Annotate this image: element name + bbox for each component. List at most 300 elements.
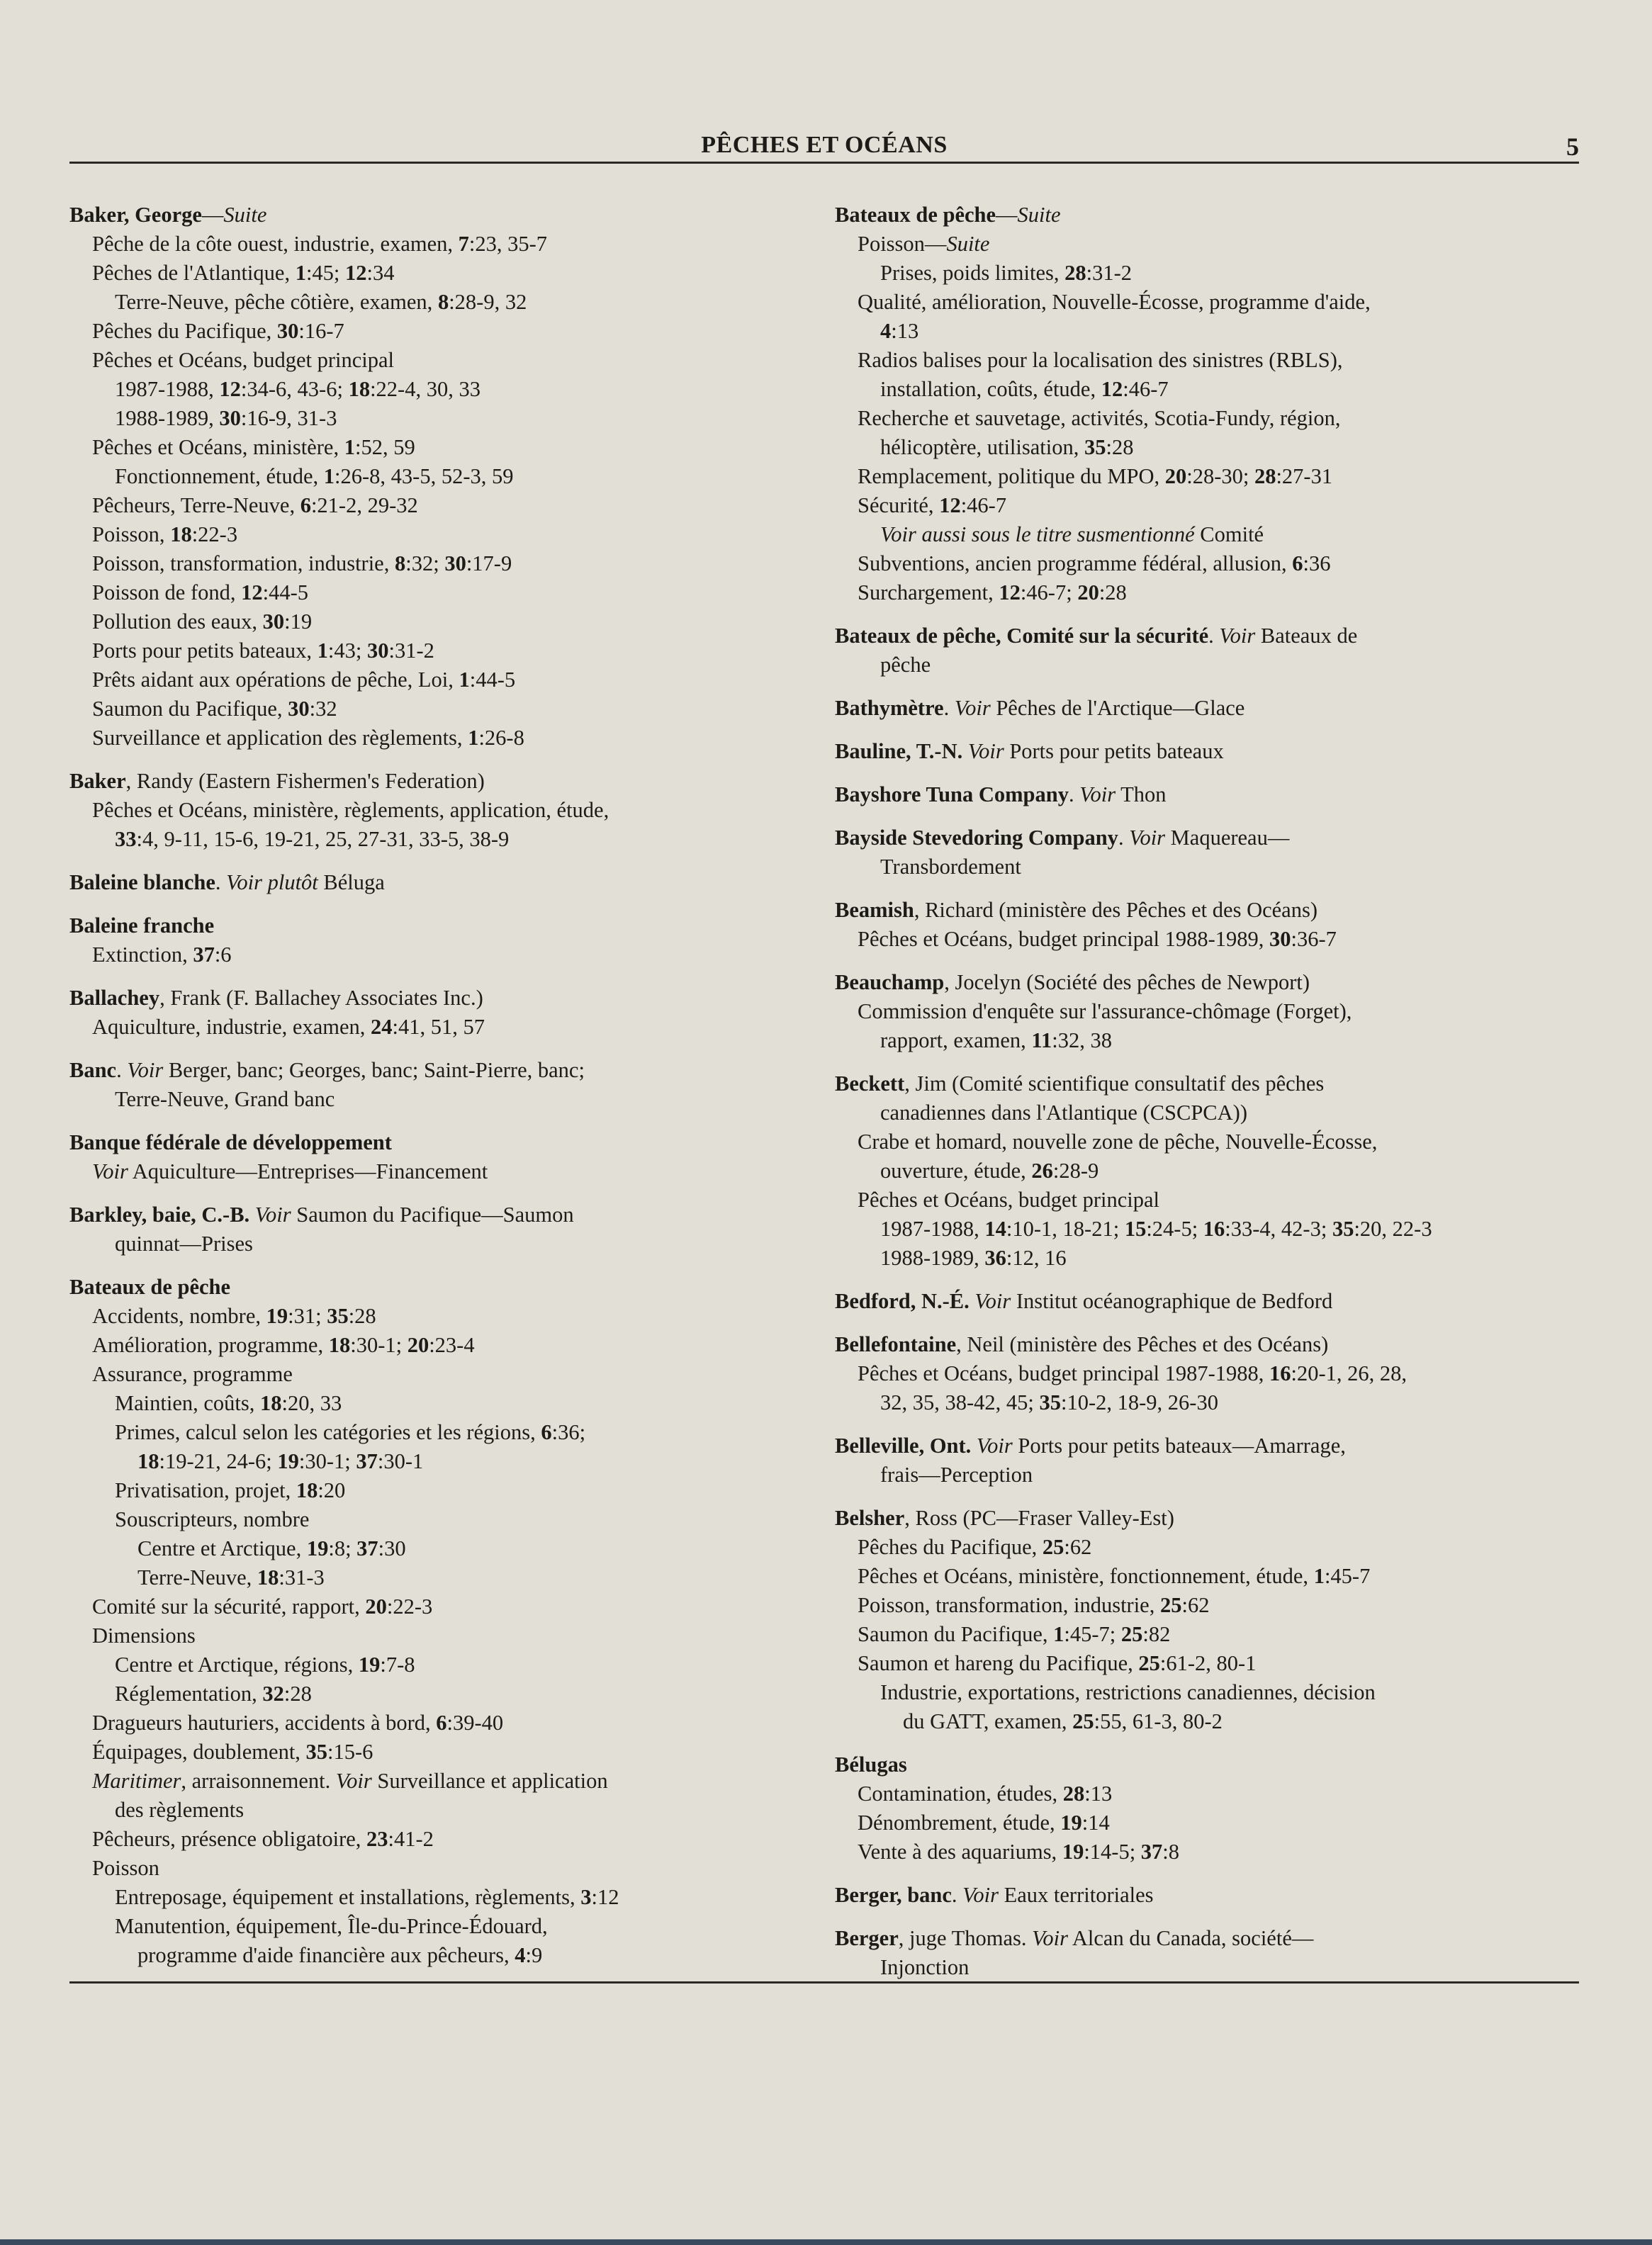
bold-text: 30 [288,697,310,721]
text-run: :30 [378,1536,406,1560]
text-run: rapport, examen, [880,1028,1032,1052]
bold-text: 35 [305,1740,328,1764]
text-run: 32, 35, 38-42, 45; [880,1390,1040,1414]
bold-text: 33 [115,827,137,851]
bold-text: 8 [437,290,449,314]
index-heading-line [69,984,807,1013]
text-run: Injonction [880,1955,970,1979]
index-heading-line [835,1924,1572,1953]
bold-text: Banc [69,1058,117,1082]
bold-text: Bathymètre [835,696,944,720]
bold-text: 32 [262,1682,284,1706]
bold-text: 16 [1269,1361,1291,1385]
text-run: :82 [1142,1622,1171,1646]
text-run: , Neil (ministère des Pêches et des Océans) [956,1332,1329,1356]
bold-text: 7 [458,232,469,256]
text-run: :16-9, 31-3 [240,406,337,430]
text-run: Comité [1194,522,1264,546]
text-run: Pêches et Océans, ministère, fonctionnement, étude, [858,1564,1314,1588]
index-heading-line [835,1881,1572,1910]
bold-text: 36 [984,1246,1006,1270]
text-run: Eaux territoriales [999,1883,1154,1907]
text-run: Saumon du Pacifique—Saumon [291,1203,574,1227]
index-subentry-line [69,549,807,578]
bold-text: Baker, George [69,203,202,227]
text-run: Thon [1116,782,1167,806]
index-entry [835,621,1572,680]
italic-text: Voir plutôt [226,870,318,894]
text-run: hélicoptère, utilisation, [880,435,1084,459]
index-subentry-line [69,665,807,694]
text-run: :31; [288,1304,327,1328]
index-entry [69,767,807,854]
index-subentry-line [69,607,807,636]
text-run: Équipages, doublement, [92,1740,306,1764]
index-subentry-line [835,1461,1572,1490]
index-subentry-line [69,462,807,491]
text-run: :31-3 [279,1565,325,1589]
text-run: Pêches du Pacifique, [92,319,277,343]
text-run: :9 [525,1943,543,1967]
index-subentry-line [69,1854,807,1883]
index-subentry-line [69,1230,807,1259]
index-subentry-line [69,491,807,520]
bold-text: 18 [328,1333,351,1357]
text-run: Pêcheurs, Terre-Neuve, [92,493,300,517]
bold-text: 15 [1124,1217,1147,1241]
index-entry [835,1287,1572,1316]
text-run: Poisson, [92,522,171,546]
italic-text: Voir [254,1203,291,1227]
text-run: :36-7 [1291,927,1337,951]
text-run: , Jocelyn (Société des pêches de Newport) [944,970,1310,994]
bold-text: 30 [1269,927,1291,951]
bold-text: 19 [1062,1840,1084,1864]
index-subentry-line [69,1085,807,1114]
bold-text: Barkley, baie, C.-B. [69,1203,250,1227]
index-subentry-line [835,1678,1572,1707]
text-run: Pollution des eaux, [92,609,263,634]
text-run: Pêches de l'Arctique—Glace [990,696,1245,720]
index-subentry-line [69,288,807,317]
index-subentry-line [69,1389,807,1418]
text-run: Pêches et Océans, budget principal [92,348,395,372]
text-run: Subventions, ancien programme fédéral, allusion, [858,551,1293,575]
bold-text: 11 [1031,1028,1052,1052]
index-subentry-line [69,520,807,549]
text-run: :32; [405,551,445,575]
index-subentry-line [835,1098,1572,1127]
bold-text: Berger [835,1926,899,1950]
index-subentry-line [835,549,1572,578]
text-run: Poisson de fond, [92,580,242,604]
index-subentry-line [69,1621,807,1650]
bold-text: 1 [1053,1622,1064,1646]
index-subentry-line [835,1620,1572,1649]
text-run: :20, 22-3 [1354,1217,1432,1241]
text-run: — [996,203,1018,227]
index-subentry-line [69,1447,807,1476]
text-run: 1987-1988, [115,377,220,401]
text-run: Manutention, équipement, Île-du-Prince-Édouard, [115,1914,548,1938]
text-run: :46-7 [960,493,1007,517]
text-run: Surchargement, [858,580,999,604]
bold-text: 6 [541,1420,552,1444]
bold-text: 6 [436,1711,447,1735]
text-run: :45-7 [1324,1564,1371,1588]
index-heading-line [69,1273,807,1302]
bold-text: Beamish [835,898,914,922]
bold-text: 6 [1292,551,1303,575]
text-run: :39-40 [446,1711,504,1735]
text-run: — [201,203,224,227]
index-subentry-line [69,1418,807,1447]
index-entry [835,201,1572,607]
text-run: :30-1; [298,1449,356,1473]
index-heading-line [835,896,1572,925]
text-run: Assurance, programme [92,1362,293,1386]
index-subentry-line [835,1388,1572,1417]
italic-text: Voir aussi sous le titre susmentionné [880,522,1195,546]
index-column-left [69,201,807,1984]
text-run: Dragueurs hauturiers, accidents à bord, [92,1711,437,1735]
index-subentry-line [69,1738,807,1767]
text-run: Béluga [318,870,385,894]
text-run: Poisson— [858,232,947,256]
text-run: Terre-Neuve, [137,1565,257,1589]
bold-text: 12 [219,377,241,401]
bold-text: Bateaux de pêche, Comité sur la sécurité [835,624,1209,648]
index-heading-line [835,694,1572,723]
bold-text: 37 [1140,1840,1163,1864]
text-run: Transbordement [880,855,1021,879]
bold-text: 1 [323,464,335,488]
text-run: Centre et Arctique, régions, [115,1653,359,1677]
index-subentry-line [835,317,1572,346]
text-run: :28-9, 32 [449,290,527,314]
text-run: des règlements [115,1798,245,1822]
index-subentry-line [69,1302,807,1331]
bold-text: 1 [344,435,355,459]
index-entry [835,737,1572,766]
text-run: :8; [328,1536,357,1560]
bold-text: 25 [1042,1535,1064,1559]
text-run: Centre et Arctique, [137,1536,307,1560]
text-run: :10-2, 18-9, 26-30 [1061,1390,1218,1414]
bold-text: Bateaux de pêche [835,203,996,227]
bold-text: Bayshore Tuna Company [835,782,1069,806]
italic-text: Voir [1219,624,1256,648]
text-run: programme d'aide financière aux pêcheurs, [137,1943,515,1967]
text-run: Surveillance et application des règlements, [92,726,468,750]
bold-text: 4 [515,1943,526,1967]
index-subentry-line [835,1026,1572,1055]
text-run: :28 [1098,580,1127,604]
text-run: , Randy (Eastern Fishermen's Federation) [125,769,485,793]
text-run: :28-30; [1186,464,1254,488]
text-run: :6 [214,943,232,967]
index-subentry-line [835,288,1572,317]
index-subentry-line [69,1157,807,1186]
text-run: :46-7 [1123,377,1169,401]
text-run: :26-8 [478,726,524,750]
index-subentry-line [69,1796,807,1825]
text-run: Poisson, transformation, industrie, [92,551,395,575]
index-subentry-line [835,433,1572,462]
text-run: Ports pour petits bateaux, [92,638,318,663]
index-entry [69,911,807,969]
index-subentry-line [835,404,1572,433]
index-entry [835,823,1572,882]
text-run: :26-8, 43-5, 52-3, 59 [335,464,514,488]
bold-text: Bellefontaine [835,1332,957,1356]
text-run: :61-2, 80-1 [1159,1651,1257,1675]
text-run: :33-4, 42-3; [1225,1217,1332,1241]
text-run: Entreposage, équipement et installations, règlements, [115,1885,581,1909]
bold-text: 18 [348,377,371,401]
text-run: :52, 59 [354,435,415,459]
bold-text: 28 [1062,1782,1085,1806]
italic-text: Voir [967,739,1004,763]
running-title: PÊCHES ET OCÉANS [701,132,948,158]
index-subentry-line [69,1592,807,1621]
index-subentry-line [835,1953,1572,1982]
bold-text: 26 [1031,1159,1053,1183]
bold-text: 18 [260,1391,282,1415]
index-heading-line [835,1330,1572,1359]
text-run: Recherche et sauvetage, activités, Scotia-Fundy, région, [858,406,1341,430]
text-run: :32, 38 [1052,1028,1112,1052]
bold-text: 1 [468,726,479,750]
index-subentry-line [835,853,1572,882]
text-run: Sécurité, [858,493,940,517]
text-run: Contamination, études, [858,1782,1063,1806]
text-run: :30-1; [350,1333,408,1357]
index-heading-line [835,201,1572,230]
index-heading-line [835,1431,1572,1461]
index-subentry-line [69,1331,807,1360]
index-subentry-line [69,1505,807,1534]
index-subentry-line [69,1534,807,1563]
index-column-right [835,201,1572,1996]
text-run: 1987-1988, [880,1217,985,1241]
text-run: :17-9 [466,551,512,575]
text-run: :36 [1303,551,1331,575]
text-run: canadiennes dans l'Atlantique (CSCPCA)) [880,1101,1247,1125]
text-run: Ports pour petits bateaux—Amarrage, [1012,1434,1346,1458]
text-run [971,1434,977,1458]
text-run: Pêches et Océans, budget principal 1988-1989, [858,927,1270,951]
bold-text: 28 [1064,261,1086,285]
text-run: . [1208,624,1220,648]
index-subentry-line [69,1563,807,1592]
italic-text: Voir [1079,782,1116,806]
italic-text: Voir [92,1159,128,1183]
text-run: 1988-1989, [115,406,220,430]
bold-text: 20 [1164,464,1187,488]
index-subentry-line [69,317,807,346]
text-run: Alcan du Canada, société— [1067,1926,1314,1950]
index-subentry-line [835,1359,1572,1388]
text-run: Aquiculture, industrie, examen, [92,1015,371,1039]
bold-text: 1 [459,668,470,692]
bold-text: 3 [580,1885,592,1909]
index-subentry-line [835,1215,1572,1244]
text-run: Maquereau— [1165,826,1290,850]
footer-rule [69,1981,1579,1984]
text-run: :32 [309,697,337,721]
text-run: . [1068,782,1080,806]
text-run: :31-2 [1086,261,1133,285]
bold-text: 1 [1313,1564,1325,1588]
text-run: Prises, poids limites, [880,261,1065,285]
text-run: installation, coûts, étude, [880,377,1101,401]
bold-text: 35 [1332,1217,1354,1241]
text-run: Fonctionnement, étude, [115,464,324,488]
text-run: :14-5; [1084,1840,1141,1864]
text-run: :14 [1081,1811,1110,1835]
bold-text: Belsher [835,1506,905,1530]
italic-text: Maritimer [92,1769,181,1793]
text-run: , arraisonnement. [181,1769,336,1793]
bold-text: Beauchamp [835,970,945,994]
text-run: Réglementation, [115,1682,263,1706]
text-run: Prêts aidant aux opérations de pêche, Loi, [92,668,459,692]
index-entry [835,694,1572,723]
text-run: :10-1, 18-21; [1006,1217,1125,1241]
index-subentry-line [835,1157,1572,1186]
index-heading-line [835,823,1572,853]
index-subentry-line [835,1649,1572,1678]
index-subentry-line [835,1186,1572,1215]
index-heading-line [69,1056,807,1085]
bold-text: 30 [219,406,241,430]
index-subentry-line [835,651,1572,680]
italic-text: Suite [946,232,990,256]
index-subentry-line [69,404,807,433]
text-run: :22-3 [386,1594,433,1619]
text-run: . [951,1883,963,1907]
index-subentry-line [69,1883,807,1912]
page-header [69,126,1579,164]
index-entry [835,1924,1572,1982]
text-run: :22-4, 30, 33 [370,377,481,401]
text-run: Pêche de la côte ouest, industrie, examen, [92,232,459,256]
text-run: . [943,696,955,720]
text-run: :34-6, 43-6; [240,377,349,401]
text-run: Crabe et homard, nouvelle zone de pêche, Nouvelle-Écosse, [858,1130,1378,1154]
text-run: Pêcheurs, présence obligatoire, [92,1827,367,1851]
bold-text: Bateaux de pêche [69,1275,231,1299]
text-run: :12 [591,1885,619,1909]
index-heading-line [69,1200,807,1230]
index-subentry-line [69,259,807,288]
italic-text: Voir [974,1289,1011,1313]
text-run: Pêches et Océans, ministère, règlements, application, étude, [92,798,609,822]
index-heading-line [69,911,807,940]
bold-text: 37 [356,1536,378,1560]
text-run: Bateaux de [1255,624,1358,648]
text-run: 1988-1989, [880,1246,985,1270]
text-run: :44-5 [262,580,309,604]
index-subentry-line [835,578,1572,607]
text-run: Remplacement, politique du MPO, [858,464,1165,488]
italic-text: Voir [127,1058,164,1082]
text-run: Comité sur la sécurité, rapport, [92,1594,366,1619]
bold-text: 19 [266,1304,288,1328]
text-run: :45-7; [1064,1622,1121,1646]
index-subentry-line [835,346,1572,375]
text-run: :45; [305,261,346,285]
bold-text: Baleine blanche [69,870,215,894]
index-subentry-line [69,1013,807,1042]
bold-text: Bauline, T.-N. [835,739,963,763]
index-entry [835,896,1572,954]
index-heading-line [69,1128,807,1157]
index-subentry-line [835,375,1572,404]
bold-text: 35 [1039,1390,1062,1414]
index-subentry-line [835,491,1572,520]
index-heading-line [835,1504,1572,1533]
bold-text: Ballachey [69,986,160,1010]
text-run: frais—Perception [880,1463,1033,1487]
bold-text: 18 [170,522,192,546]
index-heading-line [835,621,1572,651]
text-run: Terre-Neuve, Grand banc [115,1087,335,1111]
text-run: :36; [551,1420,586,1444]
text-run: Commission d'enquête sur l'assurance-chômage (Forget), [858,999,1352,1023]
index-subentry-line [69,636,807,665]
text-run: Amélioration, programme, [92,1333,329,1357]
bold-text: 12 [241,580,263,604]
bold-text: Bélugas [835,1752,907,1777]
index-subentry-line [69,1912,807,1941]
bold-text: 28 [1254,464,1276,488]
index-subentry-line [835,1779,1572,1808]
text-run: :62 [1064,1535,1092,1559]
text-run: Dénombrement, étude, [858,1811,1061,1835]
text-run: Saumon du Pacifique, [92,697,288,721]
bold-text: 18 [257,1565,279,1589]
index-entry [835,1750,1572,1867]
text-run: :30-1 [377,1449,424,1473]
text-run: Radios balises pour la localisation des sinistres (RBLS), [858,348,1343,372]
bold-text: 19 [1060,1811,1082,1835]
index-subentry-line [835,1562,1572,1591]
text-run: :27-31 [1276,464,1333,488]
bold-text: Belleville, Ont. [835,1434,972,1458]
text-run: , Frank (F. Ballachey Associates Inc.) [159,986,483,1010]
text-run: Vente à des aquariums, [858,1840,1062,1864]
text-run: :41-2 [388,1827,434,1851]
italic-text: Voir [976,1434,1013,1458]
index-subentry-line [835,259,1572,288]
text-run: . [116,1058,128,1082]
bold-text: 1 [295,261,306,285]
bold-text: 30 [444,551,466,575]
italic-text: Suite [223,203,267,227]
text-run: Saumon et hareng du Pacifique, [858,1651,1139,1675]
index-subentry-line [835,1838,1572,1867]
bold-text: 37 [193,943,215,967]
text-run: , Jim (Comité scientifique consultatif des pêches [904,1071,1325,1096]
text-run: :34 [366,261,395,285]
bold-text: 35 [327,1304,349,1328]
text-run: Accidents, nombre, [92,1304,266,1328]
bold-text: Bayside Stevedoring Company [835,826,1118,850]
index-subentry-line [69,825,807,854]
text-run: Poisson [92,1856,159,1880]
